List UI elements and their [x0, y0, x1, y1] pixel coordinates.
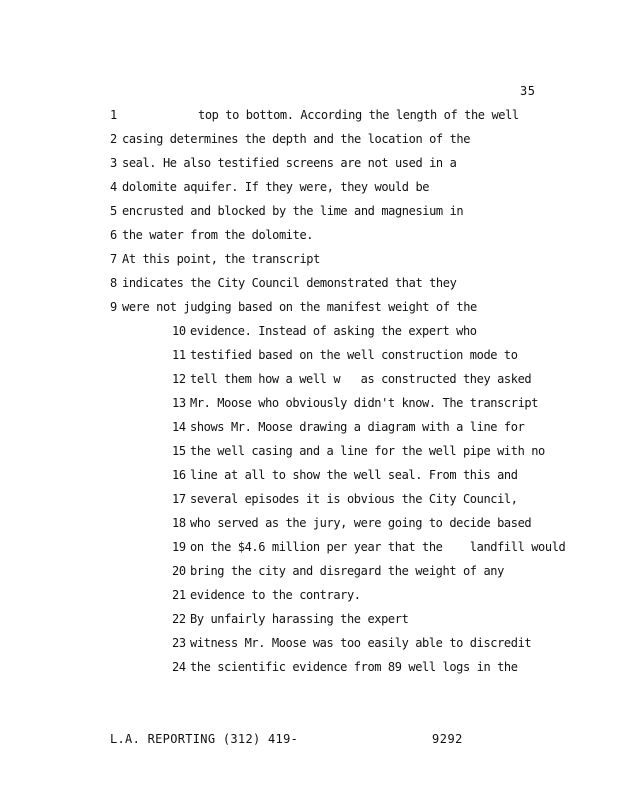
line-text: seal. He also testified screens are not used in a — [122, 156, 457, 170]
line-text: tell them how a well w as constructed they asked — [190, 372, 532, 386]
line-number: 21 — [172, 588, 186, 602]
line-number: 12 — [172, 372, 186, 386]
transcript-line — [110, 300, 477, 318]
page-number: 35 — [520, 84, 536, 98]
line-text: line at all to show the well seal. From this and — [190, 468, 518, 482]
line-text: the scientific evidence from 89 well logs in the — [190, 660, 518, 674]
transcript-line — [110, 108, 519, 126]
line-text: evidence to the contrary. — [190, 588, 361, 602]
line-number: 15 — [172, 444, 186, 458]
transcript-line — [110, 132, 470, 150]
line-number: 4 — [110, 180, 117, 194]
transcript-line — [172, 540, 565, 558]
line-number: 10 — [172, 324, 186, 338]
line-text: testified based on the well construction mode to — [190, 348, 518, 362]
line-number: 20 — [172, 564, 186, 578]
transcript-line — [172, 516, 531, 534]
footer-reporter: L.A. REPORTING (312) 419- — [110, 732, 299, 746]
line-text: shows Mr. Moose drawing a diagram with a line for — [190, 420, 525, 434]
line-text: top to bottom. According the length of the well — [198, 108, 519, 122]
transcript-line — [172, 636, 531, 654]
line-number: 11 — [172, 348, 186, 362]
transcript-line — [172, 612, 408, 630]
transcript-line — [172, 468, 518, 486]
transcript-line — [110, 204, 463, 222]
line-number: 5 — [110, 204, 117, 218]
line-text: were not judging based on the manifest weight of the — [122, 300, 477, 314]
transcript-line — [172, 324, 477, 342]
line-number: 1 — [110, 108, 117, 122]
transcript-line — [172, 492, 518, 510]
line-text: several episodes it is obvious the City Council, — [190, 492, 518, 506]
line-number: 18 — [172, 516, 186, 530]
transcript-line — [172, 420, 524, 438]
line-number: 24 — [172, 660, 186, 674]
line-number: 14 — [172, 420, 186, 434]
line-number: 3 — [110, 156, 117, 170]
transcript-line — [172, 372, 531, 390]
transcript-line — [172, 564, 504, 582]
line-text: the well casing and a line for the well pipe with no — [190, 444, 545, 458]
line-number: 2 — [110, 132, 117, 146]
transcript-line — [110, 276, 456, 294]
line-number: 9 — [110, 300, 117, 314]
line-number: 13 — [172, 396, 186, 410]
line-number: 7 — [110, 252, 117, 266]
line-number: 16 — [172, 468, 186, 482]
line-number: 17 — [172, 492, 186, 506]
transcript-line — [172, 660, 518, 678]
line-text: Mr. Moose who obviously didn't know. The transcript — [190, 396, 539, 410]
line-number: 6 — [110, 228, 117, 242]
line-text: witness Mr. Moose was too easily able to discredit — [190, 636, 532, 650]
transcript-line — [110, 180, 429, 198]
line-text: encrusted and blocked by the lime and magnesium in — [122, 204, 464, 218]
line-text: indicates the City Council demonstrated that they — [122, 276, 457, 290]
line-number: 23 — [172, 636, 186, 650]
transcript-line — [172, 588, 361, 606]
transcript-line — [172, 396, 538, 414]
line-text: By unfairly harassing the expert — [190, 612, 409, 626]
line-number: 19 — [172, 540, 186, 554]
line-text: casing determines the depth and the location of the — [122, 132, 471, 146]
transcript-line — [172, 444, 545, 462]
line-text: who served as the jury, were going to decide based — [190, 516, 532, 530]
transcript-line — [110, 228, 313, 246]
line-text: evidence. Instead of asking the expert who — [190, 324, 477, 338]
transcript-line — [110, 252, 320, 270]
transcript-line — [172, 348, 518, 366]
line-text: At this point, the transcript — [122, 252, 320, 266]
line-number: 8 — [110, 276, 117, 290]
line-text: dolomite aquifer. If they were, they would be — [122, 180, 430, 194]
footer-phone-suffix: 9292 — [432, 732, 463, 746]
line-text: on the $4.6 million per year that the landfill would — [190, 540, 566, 554]
transcript-line — [110, 156, 456, 174]
line-number: 22 — [172, 612, 186, 626]
line-text: bring the city and disregard the weight of any — [190, 564, 504, 578]
line-text: the water from the dolomite. — [122, 228, 314, 242]
